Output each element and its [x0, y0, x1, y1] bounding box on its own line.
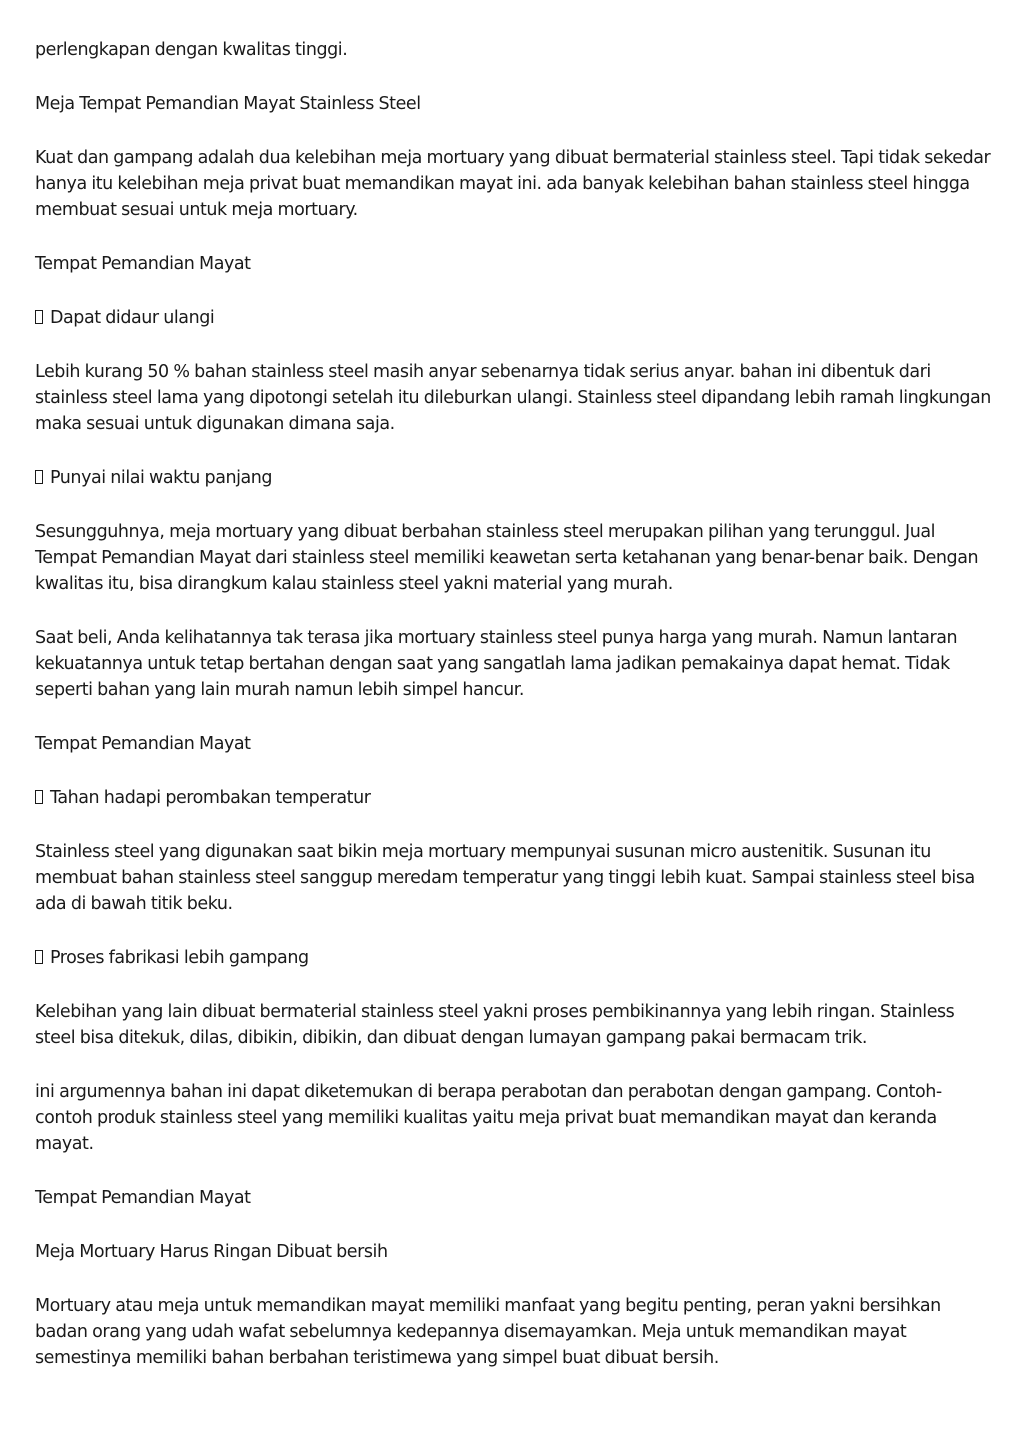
bullet-text: Dapat didaur ulangi [50, 308, 215, 328]
bullet-item [35, 785, 995, 811]
paragraph: Kelebihan yang lain dibuat bermaterial stainless steel yakni proses pembikinannya yang lebih ringan. Stainless steel bisa ditekuk, dilas, dibikin, dibikin, dan dibuat dengan lumayan gampang pakai bermacam trik. [35, 1002, 955, 1048]
paragraph: perlengkapan dengan kwalitas tinggi. [35, 40, 348, 60]
section-heading: Tempat Pemandian Mayat [35, 734, 251, 754]
paragraph: Lebih kurang 50 % bahan stainless steel masih anyar sebenarnya tidak serius anyar. bahan ini dibentuk dari stainless steel lama yang dipotongi setelah itu dileburkan ulangi. Stainless steel dipandang lebih ramah lingkungan maka sesuai untuk digunakan dimana saja. [35, 362, 991, 434]
bullet-text: Punyai nilai waktu panjang [50, 468, 273, 488]
bullet-text: Proses fabrikasi lebih gampang [50, 948, 309, 968]
bullet-item [35, 305, 995, 331]
section-heading: Meja Tempat Pemandian Mayat Stainless Steel [35, 94, 421, 114]
missing-glyph-icon [35, 950, 43, 964]
bullet-text: Tahan hadapi perombakan temperatur [50, 788, 371, 808]
section-heading: Tempat Pemandian Mayat [35, 254, 251, 274]
bullet-item [35, 465, 995, 491]
section-heading: Meja Mortuary Harus Ringan Dibuat bersih [35, 1242, 388, 1262]
paragraph: Sesungguhnya, meja mortuary yang dibuat berbahan stainless steel merupakan pilihan yang terunggul. Jual Tempat Pemandian Mayat dari stainless steel memiliki keawetan serta ketahanan yang benar-benar baik. Dengan kwalitas itu, bisa dirangkum kalau stainless steel yakni material yang murah. [35, 522, 979, 594]
document-page [35, 37, 995, 1399]
section-heading: Tempat Pemandian Mayat [35, 1188, 251, 1208]
paragraph: Stainless steel yang digunakan saat bikin meja mortuary mempunyai susunan micro austenitik. Susunan itu membuat bahan stainless steel sanggup meredam temperatur yang tinggi lebih kuat. Sampai stainless steel bisa ada di bawah titik beku. [35, 842, 975, 914]
paragraph: Mortuary atau meja untuk memandikan mayat memiliki manfaat yang begitu penting, peran yakni bersihkan badan orang yang udah wafat sebelumnya kedepannya disemayamkan. Meja untuk memandikan mayat semestinya memiliki bahan berbahan teristimewa yang simpel buat dibuat bersih. [35, 1296, 941, 1368]
bullet-item [35, 945, 995, 971]
paragraph: ini argumennya bahan ini dapat diketemukan di berapa perabotan dan perabotan dengan gampang. Contoh-contoh produk stainless steel yang memiliki kualitas yaitu meja privat buat memandikan mayat dan keranda mayat. [35, 1082, 942, 1154]
missing-glyph-icon [35, 470, 43, 484]
paragraph: Kuat dan gampang adalah dua kelebihan meja mortuary yang dibuat bermaterial stainless steel. Tapi tidak sekedar hanya itu kelebihan meja privat buat memandikan mayat ini. ada banyak kelebihan bahan stainless steel hingga membuat sesuai untuk meja mortuary. [35, 148, 991, 220]
paragraph: Saat beli, Anda kelihatannya tak terasa jika mortuary stainless steel punya harga yang murah. Namun lantaran kekuatannya untuk tetap bertahan dengan saat yang sangatlah lama jadikan pemakainya dapat hemat. Tidak seperti bahan yang lain murah namun lebih simpel hancur. [35, 628, 958, 700]
missing-glyph-icon [35, 790, 43, 804]
missing-glyph-icon [35, 310, 43, 324]
